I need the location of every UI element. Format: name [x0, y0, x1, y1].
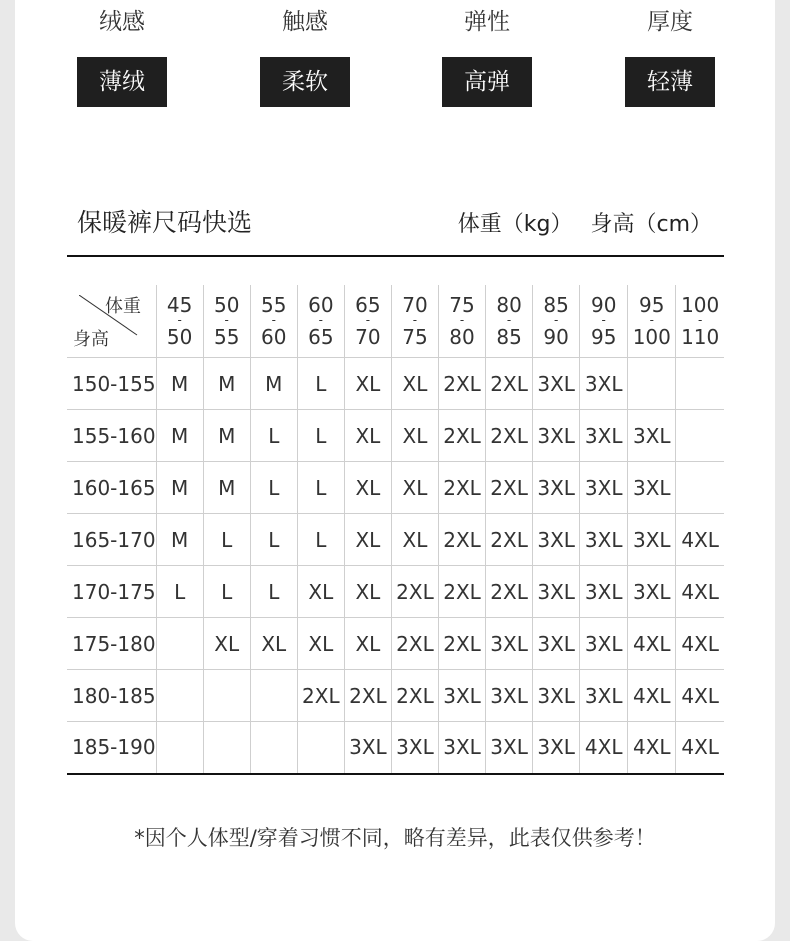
- range-dash: -: [224, 313, 229, 327]
- size-cell: 2XL: [297, 670, 344, 722]
- size-cell: 3XL: [533, 514, 580, 566]
- size-cell: XL: [297, 618, 344, 670]
- size-cell: 4XL: [676, 722, 724, 774]
- size-cell: 2XL: [486, 462, 533, 514]
- size-cell: 3XL: [580, 566, 628, 618]
- size-cell: 3XL: [580, 670, 628, 722]
- size-cell: 3XL: [580, 618, 628, 670]
- weight-range-from: 95: [639, 293, 665, 317]
- weight-range-to: 110: [681, 325, 720, 349]
- size-cell: 2XL: [486, 514, 533, 566]
- size-cell: 2XL: [439, 462, 486, 514]
- weight-header-row: [67, 285, 724, 358]
- size-cell: 3XL: [580, 358, 628, 410]
- height-range-label: 175-180: [67, 618, 156, 670]
- size-cell: [297, 722, 344, 774]
- size-cell: M: [156, 410, 203, 462]
- size-cell: 4XL: [676, 566, 724, 618]
- attribute-pile: [77, 6, 167, 107]
- size-cell: XL: [391, 358, 438, 410]
- height-range-label: 160-165: [67, 462, 156, 514]
- size-cell: 2XL: [391, 670, 438, 722]
- size-cell: XL: [297, 566, 344, 618]
- weight-unit-label: 体重（kg）: [457, 212, 573, 237]
- size-cell: M: [203, 410, 250, 462]
- size-cell: 3XL: [628, 462, 676, 514]
- weight-range-to: 50: [166, 325, 193, 349]
- size-cell: L: [250, 410, 297, 462]
- weight-range-to: 65: [308, 325, 334, 349]
- size-cell: L: [250, 566, 297, 618]
- attribute-elasticity: [442, 6, 532, 107]
- size-cell: 3XL: [533, 670, 580, 722]
- weight-range-to: 60: [261, 325, 287, 349]
- size-cell: L: [297, 410, 344, 462]
- attribute-label: 厚度: [647, 9, 693, 35]
- size-cell: [676, 358, 724, 410]
- weight-range-header: [391, 285, 438, 358]
- attribute-value-badge: 薄绒: [77, 57, 167, 107]
- height-range-label: 170-175: [67, 566, 156, 618]
- height-range-label: 185-190: [67, 722, 156, 774]
- unit-labels: [458, 207, 712, 243]
- size-cell: L: [297, 358, 344, 410]
- size-cell: 2XL: [439, 566, 486, 618]
- height-range-label: 180-185: [67, 670, 156, 722]
- attribute-touch: [260, 6, 350, 107]
- size-cell: XL: [203, 618, 250, 670]
- size-cell: 3XL: [580, 514, 628, 566]
- size-cell: [203, 670, 250, 722]
- size-cell: L: [250, 514, 297, 566]
- weight-range-to: 55: [213, 325, 240, 349]
- size-cell: [676, 410, 724, 462]
- size-cell: XL: [344, 410, 391, 462]
- disclaimer-note: *因个人体型/穿着习惯不同，略有差异，此表仅供参考！: [134, 826, 656, 850]
- weight-range-to: 80: [449, 325, 475, 349]
- size-cell: 3XL: [533, 722, 580, 774]
- weight-range-from: 90: [590, 293, 617, 317]
- weight-range-header: [203, 285, 250, 358]
- range-dash: -: [271, 313, 276, 327]
- size-cell: L: [297, 514, 344, 566]
- size-cell: [156, 618, 203, 670]
- weight-range-from: 60: [308, 293, 334, 317]
- table-row: [67, 514, 724, 566]
- weight-range-to: 100: [632, 325, 671, 349]
- size-cell: XL: [391, 462, 438, 514]
- size-chart-table: [67, 285, 724, 775]
- range-dash: -: [177, 313, 182, 327]
- size-cell: 2XL: [486, 566, 533, 618]
- size-cell: 3XL: [628, 514, 676, 566]
- weight-range-header: [439, 285, 486, 358]
- weight-range-from: 100: [681, 293, 720, 317]
- table-row: [67, 618, 724, 670]
- size-cell: 2XL: [439, 618, 486, 670]
- size-cell: L: [203, 566, 250, 618]
- size-cell: [628, 358, 676, 410]
- height-range-label: 165-170: [67, 514, 156, 566]
- size-cell: 4XL: [580, 722, 628, 774]
- attribute-label: 触感: [282, 9, 328, 35]
- range-dash: -: [553, 313, 559, 327]
- size-cell: 3XL: [486, 722, 533, 774]
- size-cell: M: [203, 358, 250, 410]
- height-range-label: 150-155: [67, 358, 156, 410]
- table-row: [67, 410, 724, 462]
- size-cell: 3XL: [628, 410, 676, 462]
- size-cell: [156, 722, 203, 774]
- range-dash: -: [506, 313, 512, 327]
- size-cell: 4XL: [676, 514, 724, 566]
- weight-range-header: [486, 285, 533, 358]
- weight-range-to: 75: [402, 325, 428, 349]
- attribute-value-badge: 轻薄: [625, 57, 715, 107]
- table-row: [67, 566, 724, 618]
- table-row: [67, 670, 724, 722]
- size-cell: [676, 462, 724, 514]
- size-cell: 2XL: [439, 358, 486, 410]
- weight-range-header: [156, 285, 203, 358]
- weight-range-from: 85: [543, 293, 569, 317]
- attribute-value-badge: 高弹: [442, 57, 532, 107]
- size-cell: [250, 722, 297, 774]
- size-cell: M: [156, 462, 203, 514]
- size-cell: 3XL: [580, 410, 628, 462]
- weight-range-from: 50: [213, 293, 240, 317]
- range-dash: -: [649, 313, 654, 327]
- weight-range-to: 95: [590, 325, 617, 349]
- size-cell: 2XL: [439, 410, 486, 462]
- range-dash: -: [318, 313, 324, 327]
- size-cell: 2XL: [439, 514, 486, 566]
- weight-range-header: [676, 285, 724, 358]
- weight-range-from: 80: [496, 293, 522, 317]
- weight-range-header: [250, 285, 297, 358]
- size-cell: 3XL: [486, 618, 533, 670]
- weight-range-from: 45: [166, 293, 193, 317]
- size-cell: XL: [344, 618, 391, 670]
- weight-range-from: 75: [449, 293, 475, 317]
- size-cell: 2XL: [391, 618, 438, 670]
- size-cell: 3XL: [580, 462, 628, 514]
- weight-range-header: [533, 285, 580, 358]
- size-cell: 3XL: [439, 670, 486, 722]
- weight-range-to: 90: [543, 325, 569, 349]
- size-cell: 2XL: [486, 410, 533, 462]
- size-cell: 4XL: [628, 722, 676, 774]
- fabric-attributes: [0, 0, 790, 120]
- size-cell: XL: [391, 410, 438, 462]
- corner-cell: [67, 285, 156, 358]
- size-cell: M: [203, 462, 250, 514]
- corner-height-label: 身高: [73, 329, 109, 350]
- attribute-value-badge: 柔软: [260, 57, 350, 107]
- size-cell: L: [203, 514, 250, 566]
- size-cell: L: [297, 462, 344, 514]
- size-chart-title: 保暖裤尺码快选: [77, 208, 253, 237]
- weight-range-from: 70: [402, 293, 428, 317]
- attribute-thickness: [625, 6, 715, 107]
- size-cell: XL: [344, 462, 391, 514]
- size-chart-header: [67, 205, 724, 257]
- size-cell: 3XL: [533, 566, 580, 618]
- range-dash: -: [601, 313, 606, 327]
- table-row: [67, 722, 724, 774]
- size-cell: 3XL: [344, 722, 391, 774]
- range-dash: -: [697, 313, 703, 327]
- range-dash: -: [365, 313, 371, 327]
- size-cell: M: [156, 514, 203, 566]
- weight-range-to: 70: [355, 325, 381, 349]
- size-cell: [203, 722, 250, 774]
- size-cell: 4XL: [628, 670, 676, 722]
- size-cell: 4XL: [676, 670, 724, 722]
- height-unit-label: 身高（cm）: [590, 212, 712, 237]
- size-cell: [250, 670, 297, 722]
- size-cell: L: [156, 566, 203, 618]
- size-cell: M: [250, 358, 297, 410]
- size-cell: XL: [391, 514, 438, 566]
- size-cell: XL: [344, 514, 391, 566]
- weight-range-from: 65: [355, 293, 381, 317]
- size-cell: 2XL: [344, 670, 391, 722]
- attribute-label: 绒感: [99, 9, 145, 35]
- size-cell: 4XL: [628, 618, 676, 670]
- table-row: [67, 358, 724, 410]
- size-cell: XL: [344, 566, 391, 618]
- corner-weight-label: 体重: [105, 296, 141, 317]
- attribute-label: 弹性: [464, 9, 510, 35]
- weight-range-header: [297, 285, 344, 358]
- size-cell: 2XL: [486, 358, 533, 410]
- weight-range-from: 55: [261, 293, 287, 317]
- size-cell: L: [250, 462, 297, 514]
- size-cell: 4XL: [676, 618, 724, 670]
- weight-range-header: [344, 285, 391, 358]
- range-dash: -: [412, 313, 418, 327]
- size-cell: 3XL: [628, 566, 676, 618]
- size-cell: 3XL: [533, 618, 580, 670]
- weight-range-header: [628, 285, 676, 358]
- size-cell: M: [156, 358, 203, 410]
- height-range-label: 155-160: [67, 410, 156, 462]
- size-cell: 3XL: [391, 722, 438, 774]
- range-dash: -: [459, 313, 465, 327]
- table-row: [67, 462, 724, 514]
- size-cell: 2XL: [391, 566, 438, 618]
- weight-range-header: [580, 285, 628, 358]
- size-cell: 3XL: [533, 462, 580, 514]
- size-cell: [156, 670, 203, 722]
- size-cell: XL: [250, 618, 297, 670]
- size-cell: XL: [344, 358, 391, 410]
- size-cell: 3XL: [486, 670, 533, 722]
- weight-range-to: 85: [496, 325, 522, 349]
- size-cell: 3XL: [533, 410, 580, 462]
- size-cell: 3XL: [533, 358, 580, 410]
- size-cell: 3XL: [439, 722, 486, 774]
